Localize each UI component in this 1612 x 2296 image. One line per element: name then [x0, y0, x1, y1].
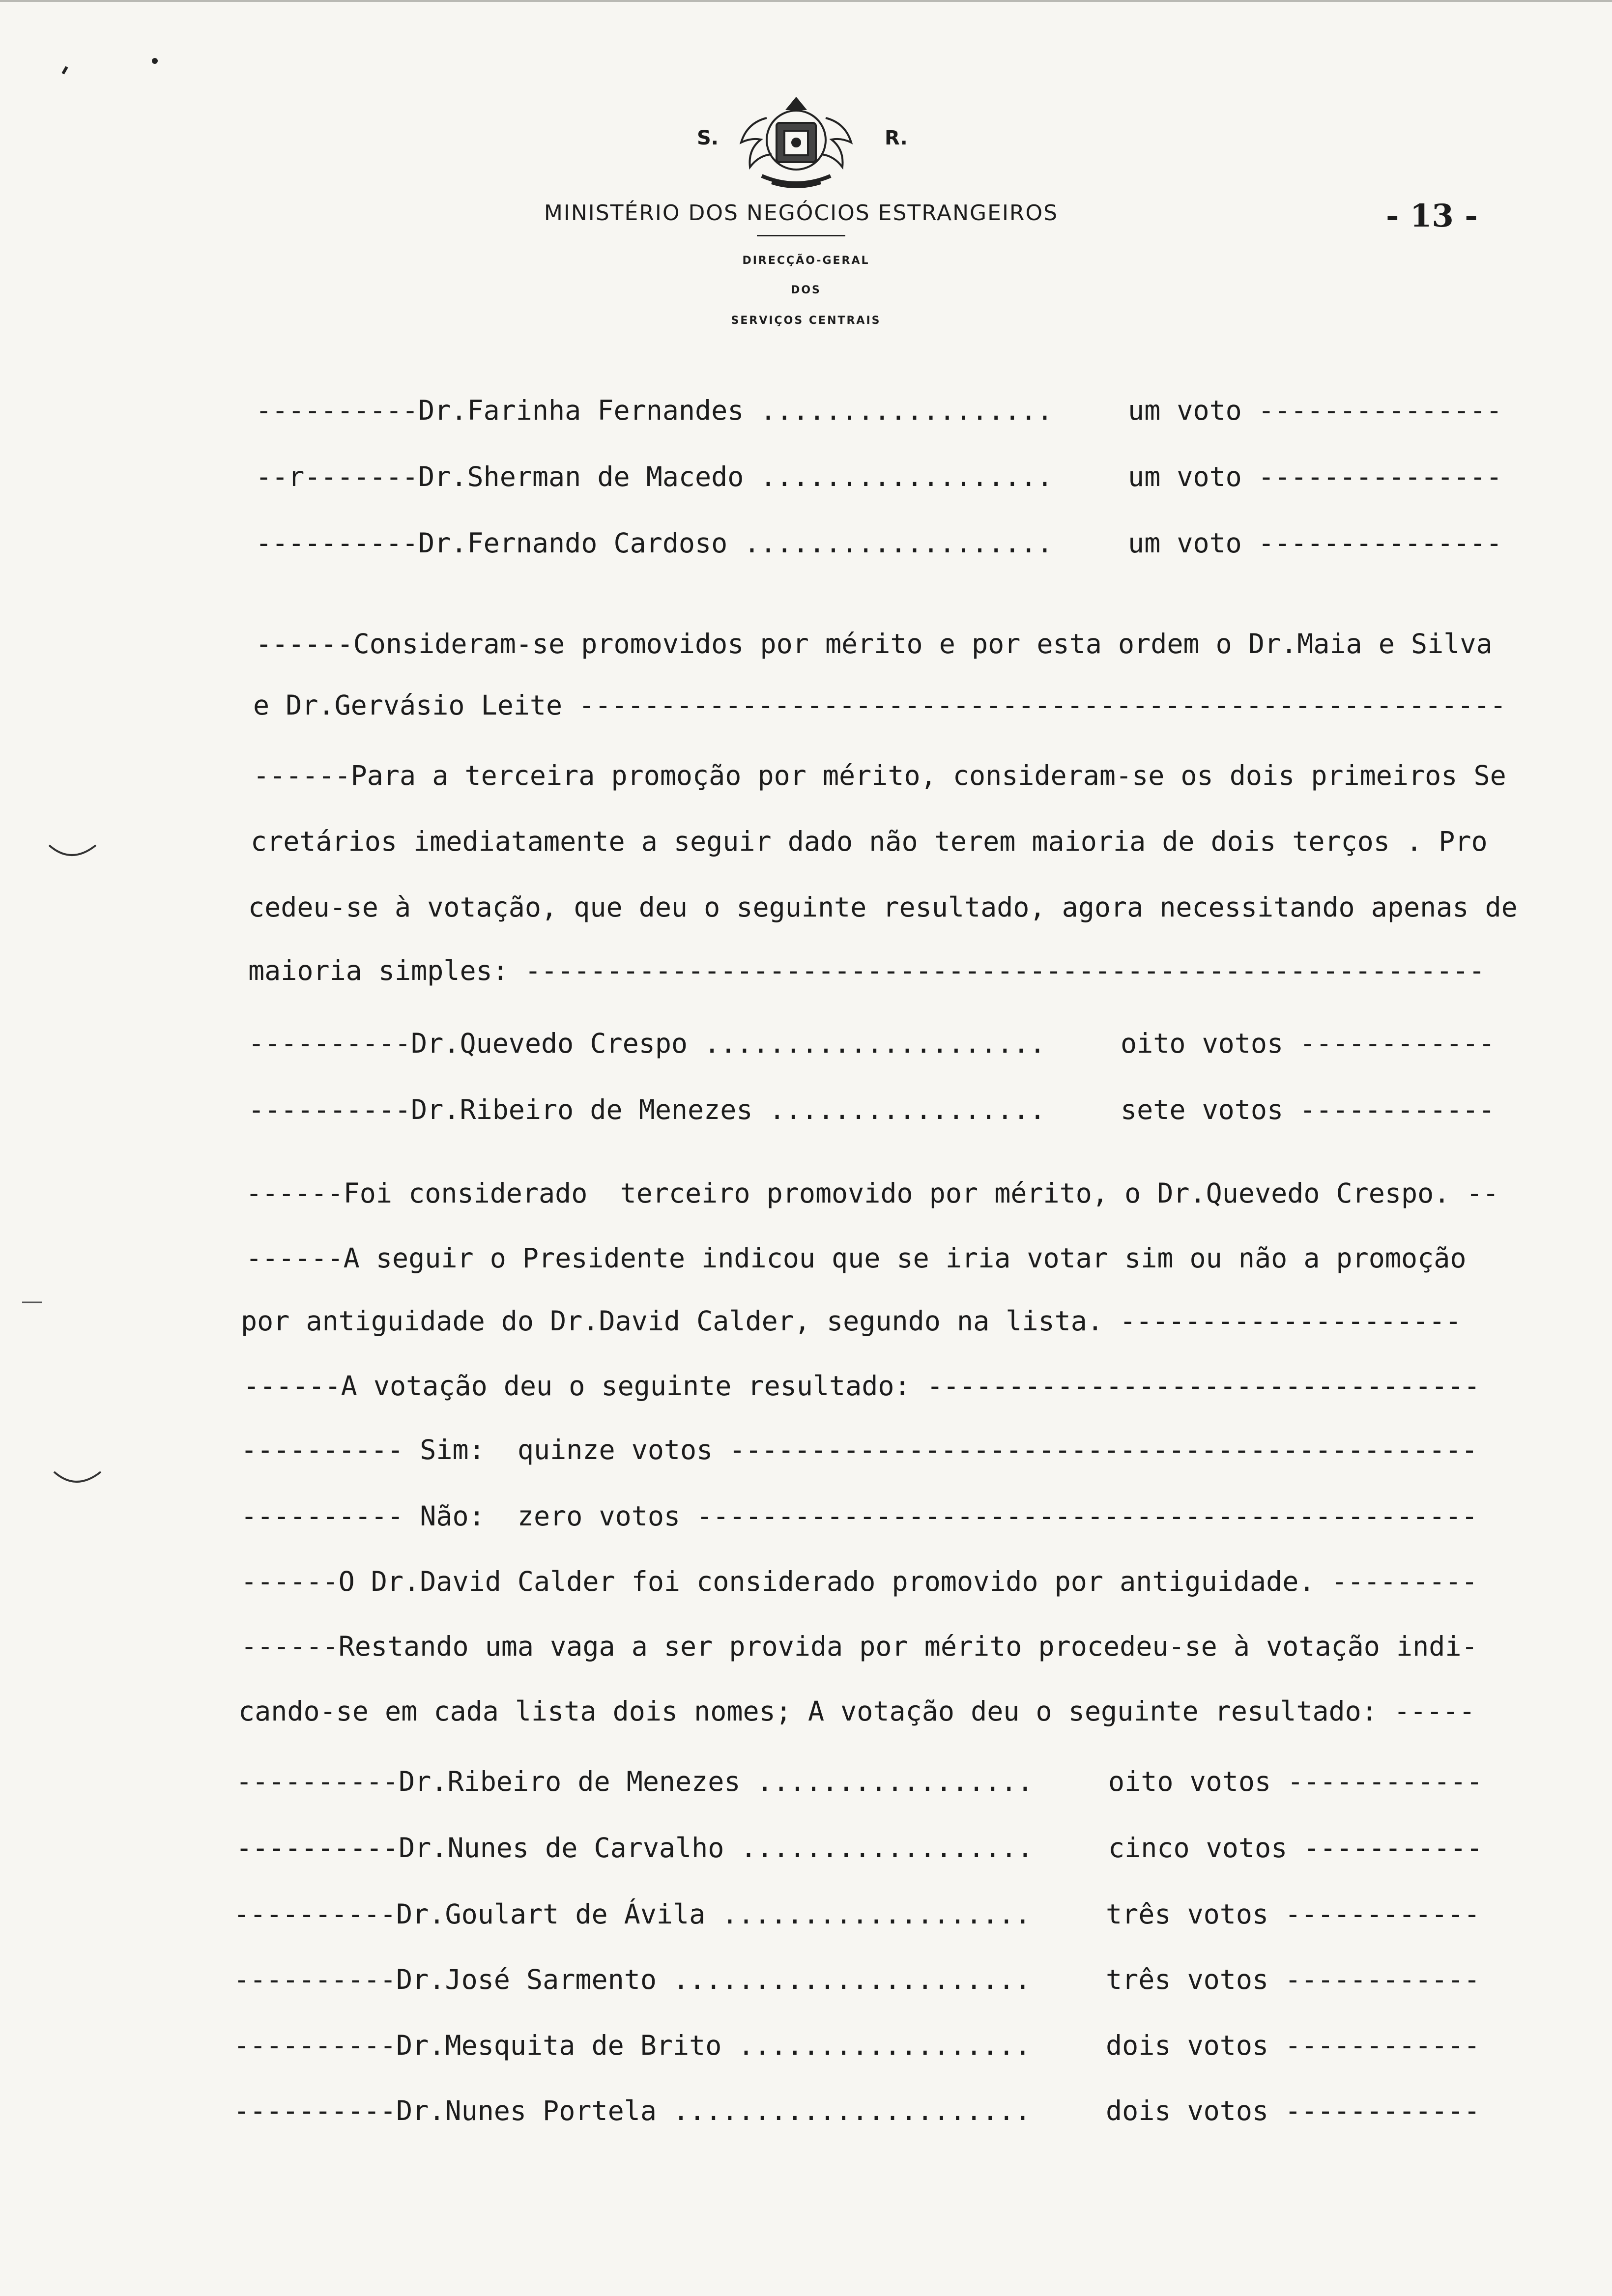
text-line	[0, 1828, 1612, 1867]
line-text: ------Foi considerado terceiro promovido por mérito, o Dr.Quevedo Crespo. --	[246, 1177, 1499, 1209]
text-line	[0, 1430, 1612, 1469]
vote-result: oito votos ------------	[1108, 1766, 1483, 1797]
page-number: - 13 -	[1386, 198, 1478, 234]
vote-result: sete votos ------------	[1121, 1094, 1495, 1125]
text-line	[0, 624, 1612, 663]
text-line	[0, 1894, 1612, 1934]
letterhead-initial-r: R.	[885, 127, 908, 149]
scan-dash-mark	[20, 1297, 49, 1307]
text-line	[0, 1496, 1612, 1536]
text-line	[0, 888, 1612, 927]
text-line	[0, 2026, 1612, 2065]
vote-result: um voto ---------------	[1128, 461, 1502, 492]
vote-result: dois votos ------------	[1106, 2030, 1480, 2061]
binding-hole-mark-upper	[44, 835, 103, 865]
text-line	[0, 523, 1612, 563]
text-line	[0, 1692, 1612, 1731]
vote-result: um voto ---------------	[1128, 395, 1502, 426]
line-text: cretários imediatamente a seguir dado não terem maioria de dois terços . Pro	[251, 826, 1488, 857]
line-text: --r-------Dr.Sherman de Macedo ..................	[256, 461, 1053, 492]
text-line	[0, 1366, 1612, 1406]
line-text: cedeu-se à votação, que deu o seguinte resultado, agora necessitando apenas de	[248, 891, 1518, 923]
text-line	[0, 1960, 1612, 1999]
text-line	[0, 1762, 1612, 1801]
text-line	[0, 1627, 1612, 1666]
text-line	[0, 457, 1612, 496]
vote-result: cinco votos -----------	[1108, 1832, 1483, 1864]
heading-rule	[757, 235, 845, 236]
line-text: ------Consideram-se promovidos por mérito e por esta ordem o Dr.Maia e Silva	[256, 628, 1493, 660]
line-text: ----------Dr.Nunes Portela ......................	[233, 2095, 1031, 2126]
line-text: ----------Dr.Ribeiro de Menezes .................	[248, 1094, 1046, 1125]
line-text: ----------Dr.Goulart de Ávila ...................	[233, 1898, 1031, 1930]
department-line-3: SERVIÇOS CENTRAIS	[731, 315, 881, 327]
line-text: maioria simples: -----------------------------------------------------------	[248, 955, 1485, 986]
line-text: por antiguidade do Dr.David Calder, segundo na lista. ---------------------	[241, 1305, 1462, 1337]
ministry-heading: MINISTÉRIO DOS NEGÓCIOS ESTRANGEIROS	[544, 201, 1059, 226]
text-line	[0, 951, 1612, 990]
line-text: ---------- Não: zero votos ------------------------------------------------	[241, 1500, 1478, 1532]
vote-result: três votos ------------	[1106, 1898, 1480, 1930]
vote-result: oito votos ------------	[1121, 1028, 1495, 1059]
text-line	[0, 1301, 1612, 1341]
text-line	[0, 391, 1612, 430]
vote-result: três votos ------------	[1106, 1964, 1480, 1995]
line-text: ---------- Sim: quinze votos ----------------------------------------------	[241, 1434, 1478, 1465]
scan-top-edge	[0, 0, 1612, 2]
line-text: e Dr.Gervásio Leite ---------------------------------------------------------	[253, 689, 1506, 721]
line-text: ----------Dr.Mesquita de Brito ..................	[233, 2030, 1031, 2061]
text-line	[0, 1024, 1612, 1063]
text-line	[0, 1562, 1612, 1601]
department-line-1: DIRECÇÃO-GERAL	[742, 255, 870, 267]
line-text: ----------Dr.Quevedo Crespo .....................	[248, 1028, 1046, 1059]
line-text: ----------Dr.José Sarmento ......................	[233, 1964, 1031, 1995]
text-line	[0, 756, 1612, 795]
coat-of-arms-emblem	[688, 88, 904, 192]
line-text: ----------Dr.Farinha Fernandes ..................	[256, 395, 1053, 426]
scan-specks-top	[54, 54, 167, 84]
vote-result: um voto ---------------	[1128, 527, 1502, 559]
line-text: ----------Dr.Ribeiro de Menezes .................	[236, 1766, 1034, 1797]
text-line	[0, 1090, 1612, 1129]
line-text: ------Restando uma vaga a ser provida por mérito procedeu-se à votação indi-	[241, 1631, 1478, 1662]
text-line	[0, 822, 1612, 861]
line-text: ----------Dr.Fernando Cardoso ...................	[256, 527, 1053, 559]
line-text: ------Para a terceira promoção por mérito, consideram-se os dois primeiros Se	[253, 760, 1506, 791]
text-line	[0, 1174, 1612, 1213]
text-line	[0, 2091, 1612, 2130]
line-text: ------A seguir o Presidente indicou que se iria votar sim ou não a promoção	[246, 1242, 1467, 1274]
line-text: ------O Dr.David Calder foi considerado promovido por antiguidade. ---------	[241, 1566, 1478, 1597]
department-line-2: DOS	[791, 284, 821, 296]
line-text: cando-se em cada lista dois nomes; A votação deu o seguinte resultado: -----	[238, 1695, 1475, 1727]
vote-result: dois votos ------------	[1106, 2095, 1480, 2126]
line-text: ----------Dr.Nunes de Carvalho ..................	[236, 1832, 1034, 1864]
text-line	[0, 686, 1612, 725]
binding-hole-mark-lower	[49, 1464, 108, 1494]
letterhead-initial-s: S.	[697, 127, 719, 149]
text-line	[0, 1238, 1612, 1278]
line-text: ------A votação deu o seguinte resultado: ----------------------------------	[243, 1370, 1480, 1402]
